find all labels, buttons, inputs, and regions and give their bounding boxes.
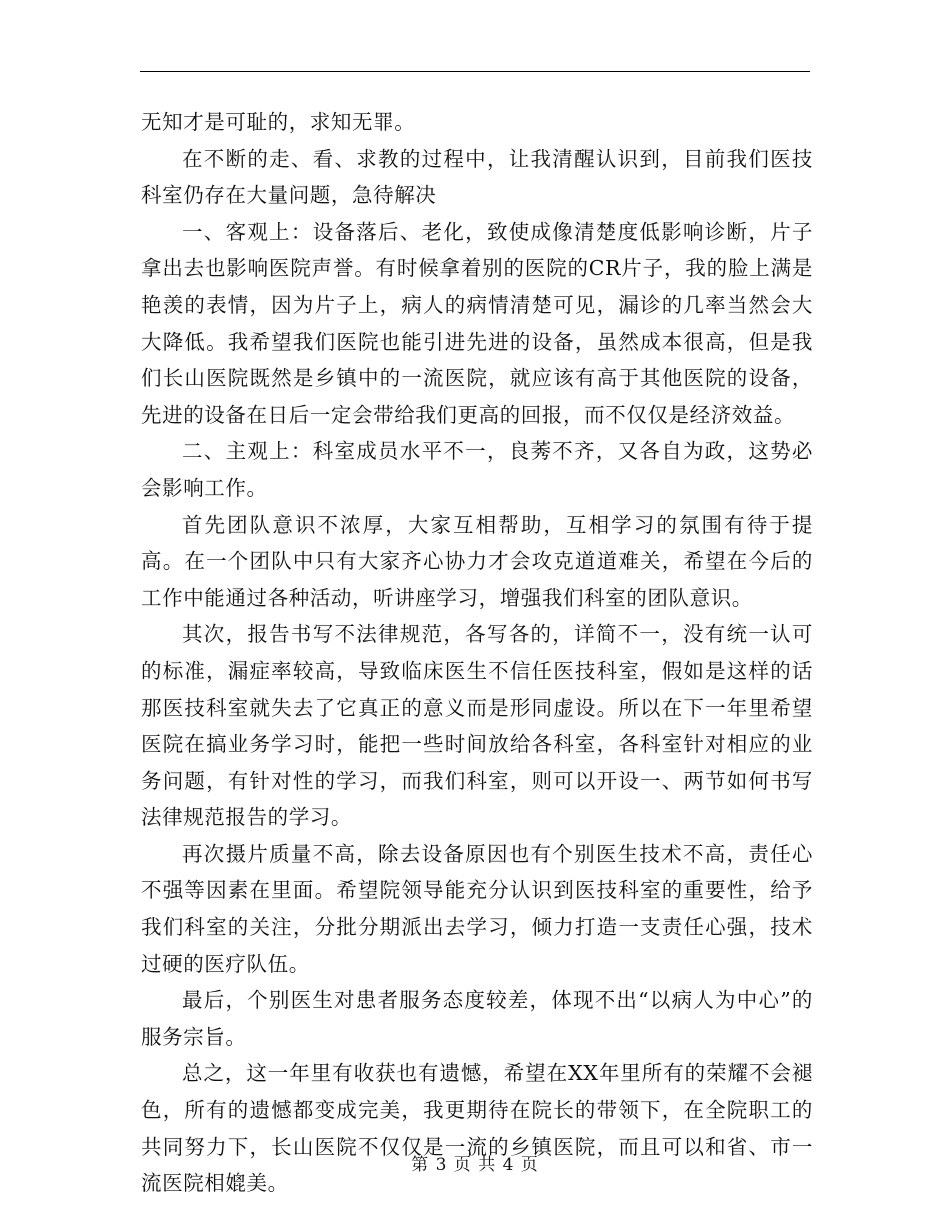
- paragraph: 最后，个别医生对患者服务态度较差，体现不出“以病人为中心”的服务宗旨。: [141, 988, 813, 1049]
- header-rule: [140, 71, 810, 72]
- body-text: [141, 104, 813, 1202]
- paragraph: 二、主观上：科室成员水平不一，良莠不齐，又各自为政，这势必会影响工作。: [141, 439, 813, 500]
- paragraph: 无知才是可耻的，求知无罪。: [141, 110, 416, 134]
- paragraph: 在不断的走、看、求教的过程中，让我清醒认识到，目前我们医技科室仍存在大量问题，急待解决: [141, 146, 813, 208]
- paragraph: 一、客观上：设备落后、老化，致使成像清楚度低影响诊断，片子拿出去也影响医院声誉。有时候拿着别的医院的CR片子，我的脸上满是艳羡的表情，因为片子上，病人的病情清楚可见，漏诊的几率当然会大大降低。我希望我们医院也能引进先进的设备，虽然成本很高，但是我们长山医院既然是乡镇中的一流医院，就应该有高于其他医院的设备，先进的设备在日后一定会带给我们更高的回报，而不仅仅是经济效益。: [141, 219, 813, 427]
- paragraph: 总之，这一年里有收获也有遗憾，希望在XX年里所有的荣耀不会褪色，所有的遗憾都变成完美，我更期待在院长的带领下，在全院职工的共同努力下，长山医院不仅仅是一流的乡镇医院，而且可以和省、市一流医院相媲美。: [141, 1061, 813, 1196]
- paragraph: 其次，报告书写不法律规范，各写各的，详简不一，没有统一认可的标准，漏症率较高，导致临床医生不信任医技科室，假如是这样的话那医技科室就失去了它真正的意义而是形同虚设。所以在下一年里希望医院在搞业务学习时，能把一些时间放给各科室，各科室针对相应的业务问题，有针对性的学习，而我们科室，则可以开设一、两节如何书写法律规范报告的学习。: [141, 622, 813, 830]
- page-footer: [0, 1150, 950, 1175]
- page-number: 第 3 页 共 4 页: [411, 1155, 539, 1175]
- paragraph: 再次摄片质量不高，除去设备原因也有个别医生技术不高，责任心不强等因素在里面。希望院领导能充分认识到医技科室的重要性，给予我们科室的关注，分批分期派出去学习，倾力打造一支责任心强，技术过硬的医疗队伍。: [141, 841, 813, 976]
- paragraph: 首先团队意识不浓厚，大家互相帮助，互相学习的氛围有待于提高。在一个团队中只有大家齐心协力才会攻克道道难关，希望在今后的工作中能通过各种活动，听讲座学习，增强我们科室的团队意识。: [141, 512, 813, 610]
